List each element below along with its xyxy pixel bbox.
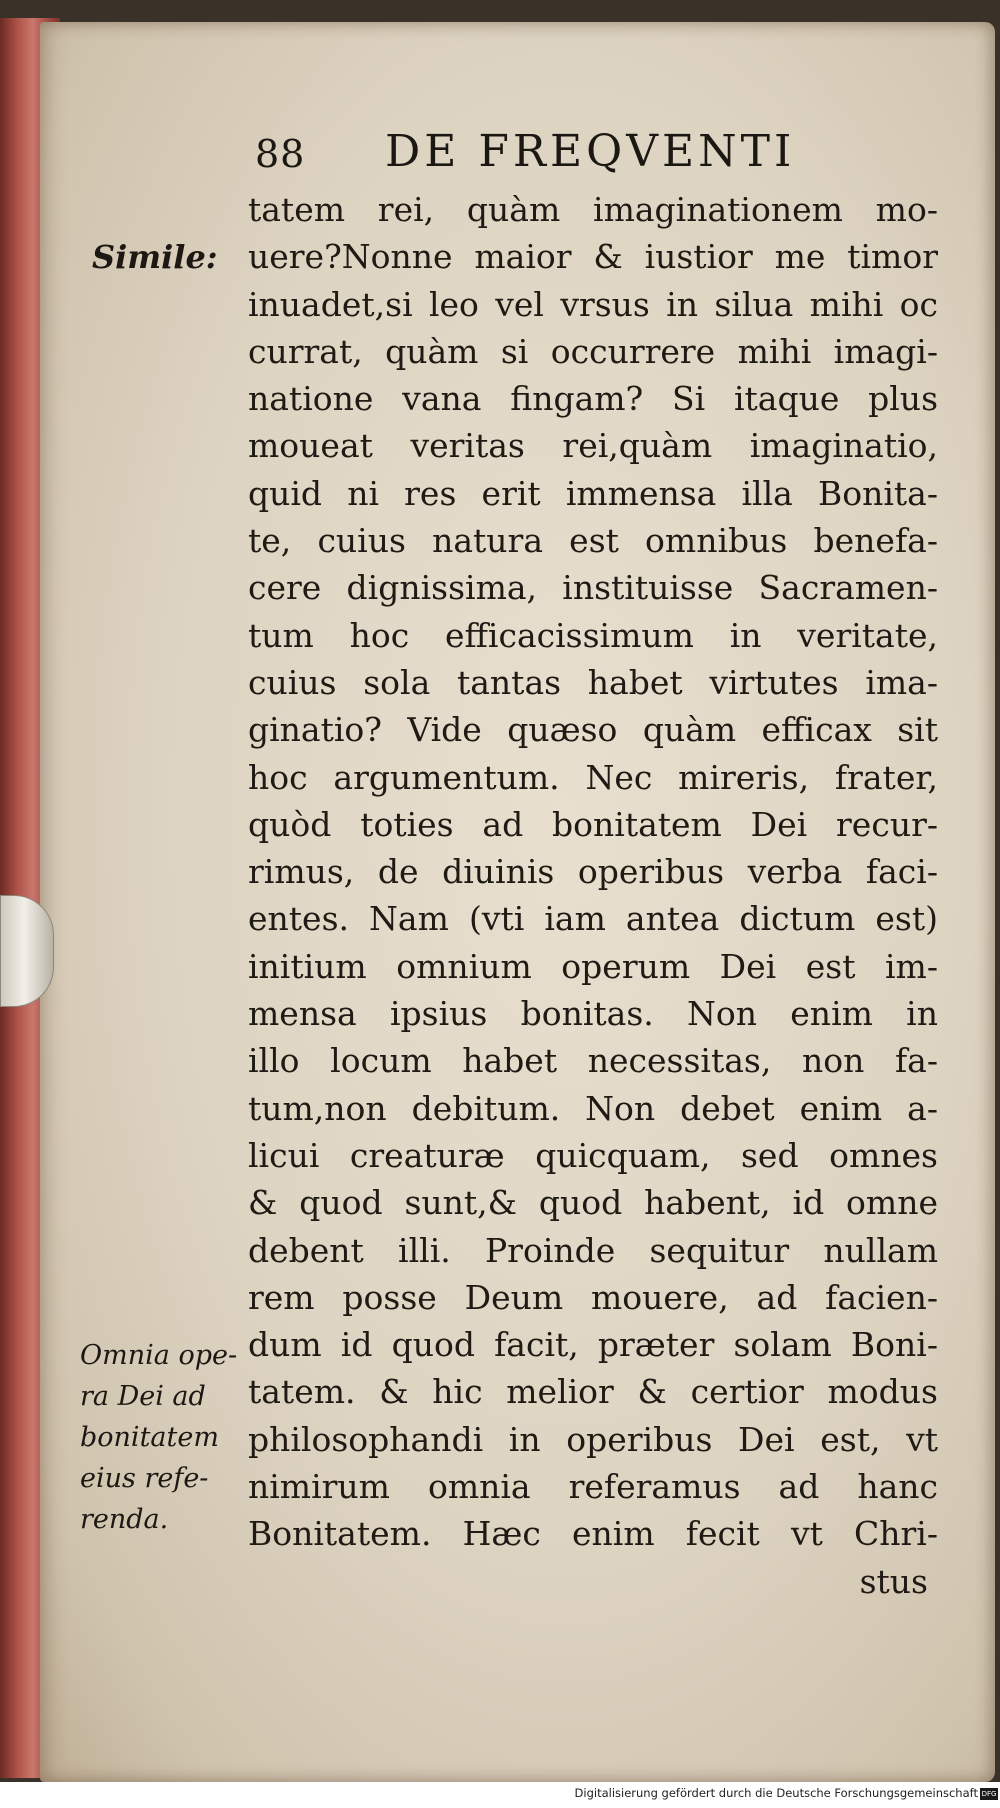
text-line: natione vana fingam? Si itaque plus: [248, 379, 938, 419]
text-line: nimirum omnia referamus ad hanc: [248, 1467, 938, 1507]
running-title: DE FREQVENTI: [385, 126, 796, 177]
text-line: rimus, de diuinis operibus verba faci-: [248, 852, 938, 892]
margin-note-line: eius refe-: [80, 1463, 209, 1494]
text-line: philosophandi in operibus Dei est, vt: [248, 1419, 938, 1459]
margin-note-simile: Simile:: [92, 238, 218, 276]
text-line: licui creaturæ quicquam, sed omnes: [248, 1135, 938, 1175]
text-line: initium omnium operum Dei est im-: [248, 946, 938, 986]
text-line: hoc argumentum. Nec mireris, frater,: [248, 757, 938, 797]
text-line: cuius sola tantas habet virtutes ima-: [248, 662, 938, 702]
text-line: tatem. & hic melior & certior modus: [248, 1372, 938, 1412]
text-line: uere?Nonne maior & iustior me timor: [248, 237, 938, 277]
text-line: Bonitatem. Hæc enim fecit vt Chri-: [248, 1514, 938, 1554]
text-line: currat, quàm si occurrere mihi imagi-: [248, 331, 938, 371]
text-line: illo locum habet necessitas, non fa-: [248, 1041, 938, 1081]
text-line: rem posse Deum mouere, ad facien-: [248, 1277, 938, 1317]
page-header: [255, 122, 815, 192]
text-line: mensa ipsius bonitas. Non enim in: [248, 994, 938, 1034]
text-line: moueat veritas rei,quàm imaginatio,: [248, 426, 938, 466]
text-line: ginatio? Vide quæso quàm efficax sit: [248, 710, 938, 750]
page-number: 88: [255, 132, 306, 176]
text-line: quòd toties ad bonitatem Dei recur-: [248, 804, 938, 844]
text-line: entes. Nam (vti iam antea dictum est): [248, 899, 938, 939]
margin-note-line: bonitatem: [80, 1422, 219, 1453]
text-line: tum,non debitum. Non debet enim a-: [248, 1088, 938, 1128]
text-line: inuadet,si leo vel vrsus in silua mihi oc: [248, 284, 938, 324]
margin-note-line: ra Dei ad: [80, 1381, 206, 1412]
text-line: & quod sunt,& quod habent, id omne: [248, 1183, 938, 1223]
text-line: debent illi. Proinde sequitur nullam: [248, 1230, 938, 1270]
text-line: dum id quod facit, præter solam Boni-: [248, 1325, 938, 1365]
margin-note-line: Omnia ope-: [80, 1340, 238, 1371]
text-line: tatem rei, quàm imaginationem mo-: [248, 190, 938, 229]
margin-note-omnia: [80, 1335, 250, 1540]
digitization-footer: [0, 1782, 1000, 1808]
body-text: [248, 186, 938, 1605]
text-line: te, cuius natura est omnibus benefa-: [248, 521, 938, 561]
dfg-logo: DFG: [981, 1790, 997, 1798]
page-clip: [0, 895, 54, 1007]
text-line: quid ni res erit immensa illa Bonita-: [248, 473, 938, 513]
text-line: cere dignissima, instituisse Sacramen-: [248, 568, 938, 608]
text-line: tum hoc efficacissimum in veritate,: [248, 615, 938, 655]
footer-credit: Digitalisierung gefördert durch die Deutsche Forschungsgemeinschaft: [574, 1786, 978, 1800]
catchword: stus: [859, 1561, 928, 1601]
margin-note-line: renda.: [80, 1504, 169, 1535]
